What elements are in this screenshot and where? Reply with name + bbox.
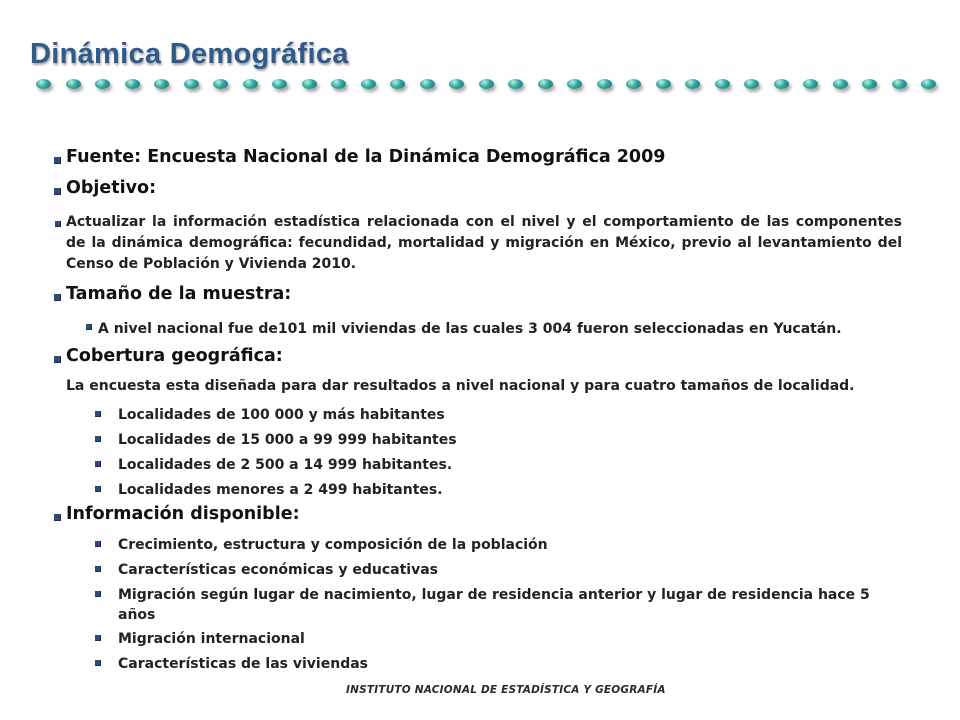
muestra-text: A nivel nacional fue de101 mil viviendas de las cuales 3 004 fueron seleccionadas en Yucatán. bbox=[98, 321, 842, 337]
cobertura-heading: Cobertura geográfica: bbox=[66, 346, 283, 366]
informacion-heading: Información disponible: bbox=[66, 504, 300, 524]
bullet-square-icon bbox=[54, 157, 61, 164]
bullet-square-icon bbox=[54, 514, 61, 521]
bullet-square-icon bbox=[86, 324, 92, 330]
objetivo-text: Actualizar la información estadística relacionada con el nivel y el comportamiento de las componentes de la dinámica demográfica: fecundidad, mortalidad y migración en México, previo al levantamiento del Censo de Población y Vivienda 2010. bbox=[66, 214, 902, 272]
informacion-item: Características de las viviendas bbox=[118, 656, 368, 672]
bullet-square-icon bbox=[95, 411, 101, 417]
bullet-square-icon bbox=[95, 635, 101, 641]
cobertura-intro: La encuesta esta diseñada para dar resultados a nivel nacional y para cuatro tamaños de localidad. bbox=[66, 378, 855, 394]
bullet-square-icon bbox=[54, 294, 61, 301]
bullet-square-icon bbox=[95, 660, 101, 666]
bullet-square-icon bbox=[54, 356, 61, 363]
objetivo-heading: Objetivo: bbox=[66, 178, 157, 198]
muestra-heading: Tamaño de la muestra: bbox=[66, 284, 292, 304]
informacion-item: Migración según lugar de nacimiento, lugar de residencia anterior y lugar de residencia hace 5 años bbox=[118, 587, 870, 623]
bullet-square-icon bbox=[95, 591, 101, 597]
informacion-item: Crecimiento, estructura y composición de la población bbox=[118, 537, 548, 553]
cobertura-item: Localidades de 2 500 a 14 999 habitantes. bbox=[118, 457, 453, 473]
informacion-item: Migración internacional bbox=[118, 631, 305, 647]
bullet-square-icon bbox=[95, 486, 101, 492]
page-title: Dinámica Demográfica bbox=[30, 38, 349, 70]
bullet-square-icon bbox=[95, 461, 101, 467]
bullet-square-icon bbox=[95, 566, 101, 572]
cobertura-item: Localidades menores a 2 499 habitantes. bbox=[118, 482, 443, 498]
cobertura-item: Localidades de 15 000 a 99 999 habitantes bbox=[118, 432, 457, 448]
bullet-square-icon bbox=[95, 541, 101, 547]
informacion-item: Características económicas y educativas bbox=[118, 562, 439, 578]
cobertura-item: Localidades de 100 000 y más habitantes bbox=[118, 407, 445, 423]
bullet-square-icon bbox=[55, 221, 61, 227]
bullet-square-icon bbox=[54, 188, 61, 195]
fuente-line: Fuente: Encuesta Nacional de la Dinámica Demográfica 2009 bbox=[66, 147, 666, 167]
bullet-square-icon bbox=[95, 436, 101, 442]
footer-institution: INSTITUTO NACIONAL DE ESTADÍSTICA Y GEOGRAFÍA bbox=[346, 684, 666, 696]
